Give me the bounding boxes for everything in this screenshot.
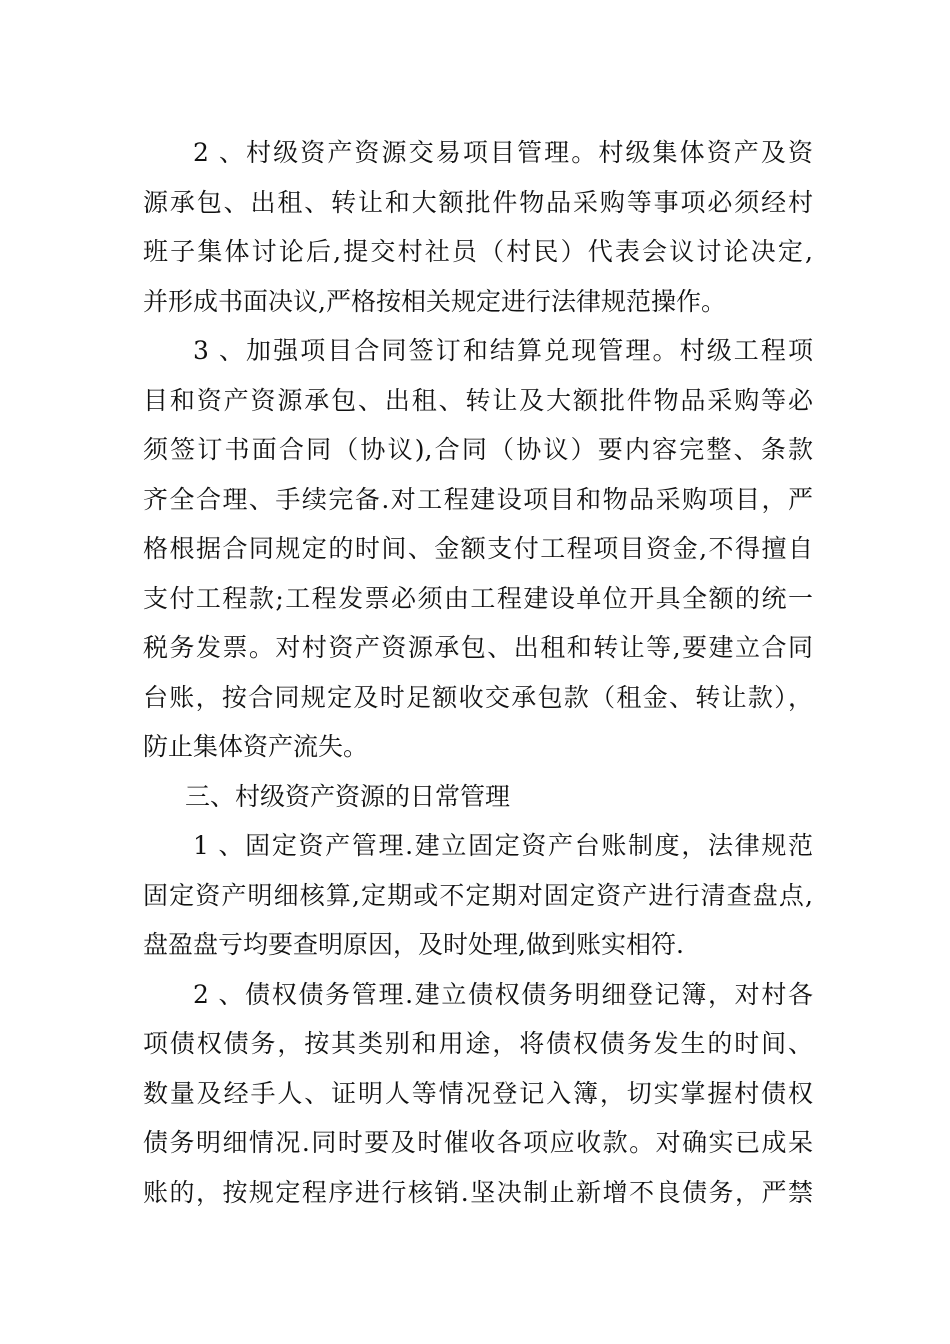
paragraph-debts-line-5: 账的，按规定程序进行核销.坚决制止新增不良债务，严禁	[143, 1177, 813, 1207]
paragraph-2-line-1: 2 、村级资产资源交易项目管理。村级集体资产及资	[193, 138, 813, 167]
paragraph-3-line-2: 目和资产资源承包、出租、转让及大额批件物品采购等必	[143, 385, 813, 415]
paragraph-fixed-assets-line-2: 固定资产明细核算,定期或不定期对固定资产进行清查盘点,	[143, 880, 813, 910]
paragraph-fixed-assets-line-1: 1 、固定资产管理.建立固定资产台账制度，法律规范	[193, 831, 813, 860]
paragraph-2-line-2: 源承包、出租、转让和大额批件物品采购等事项必须经村	[143, 187, 813, 217]
paragraph-2-line-4: 并形成书面决议,严格按相关规定进行法律规范操作。	[143, 286, 726, 316]
paragraph-3-line-5: 格根据合同规定的时间、金额支付工程项目资金,不得擅自	[143, 534, 813, 563]
paragraph-debts-line-1: 2 、债权债务管理.建立债权债务明细登记簿，对村各	[193, 979, 813, 1009]
paragraph-debts-line-4: 债务明细情况.同时要及时催收各项应收款。对确实已成呆	[143, 1128, 813, 1157]
paragraph-debts-line-3: 数量及经手人、证明人等情况登记入簿，切实掌握村债权	[143, 1078, 813, 1108]
paragraph-3-line-8: 台账，按合同规定及时足额收交承包款（租金、转让款），	[143, 682, 813, 712]
section-heading: 三、村级资产资源的日常管理	[185, 781, 511, 811]
paragraph-3-line-3: 须签订书面合同（协议),合同（协议）要内容完整、条款	[143, 435, 813, 464]
paragraph-3-line-9: 防止集体资产流失。	[143, 732, 369, 761]
paragraph-3-line-7: 税务发票。对村资产资源承包、出租和转让等,要建立合同	[143, 633, 813, 662]
paragraph-3-line-1: 3 、加强项目合同签订和结算兑现管理。村级工程项	[193, 336, 813, 365]
paragraph-3-line-4: 齐全合理、手续完备.对工程建设项目和物品采购项目，严	[143, 484, 813, 514]
paragraph-2-line-3: 班子集体讨论后,提交村社员（村民）代表会议讨论决定,	[143, 237, 813, 266]
paragraph-fixed-assets-line-3: 盘盈盘亏均要查明原因，及时处理,做到账实相符.	[143, 930, 684, 959]
paragraph-debts-line-2: 项债权债务，按其类别和用途，将债权债务发生的时间、	[143, 1029, 813, 1058]
document-body	[143, 128, 813, 1217]
paragraph-3-line-6: 支付工程款;工程发票必须由工程建设单位开具全额的统一	[143, 583, 813, 613]
